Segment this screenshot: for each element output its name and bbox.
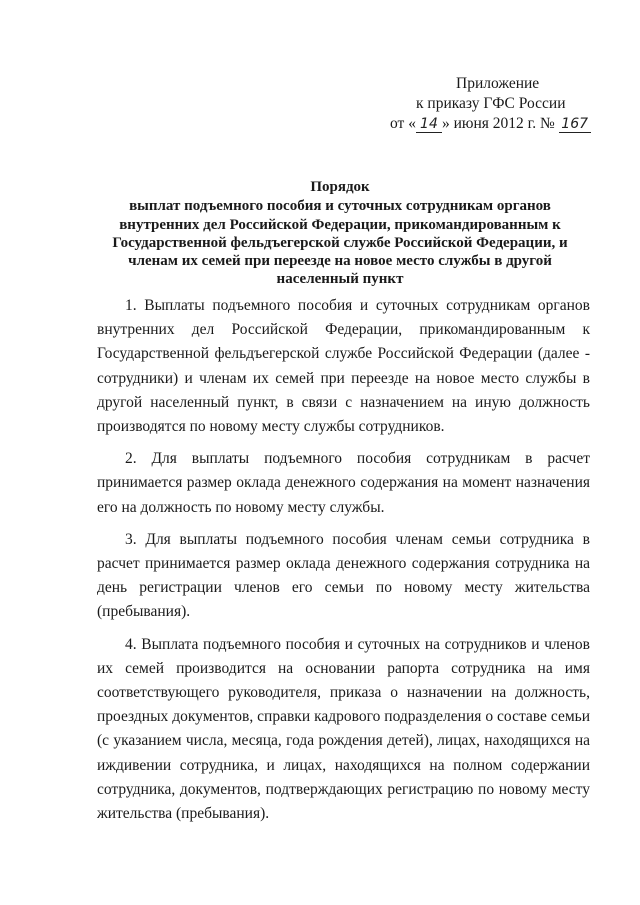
handwritten-day: 14	[416, 117, 442, 133]
appendix-label: Приложение	[456, 75, 540, 92]
appendix-order-ref: к приказу ГФС России	[416, 95, 566, 112]
paragraph-4: 4. Выплата подъемного пособия и суточных на сотрудников и членов их семей производится на основании рапорта сотрудника на имя соответствующего руководителя, приказа о назначении на должность, проездных документов, справки кадрового подразделения о составе семьи (с указанием числа, месяца, года рождения детей), лицах, находящихся на иждивении сотрудника, и лицах, находящихся на полном содержании сотрудника, документов, подтверждающих регистрацию по новому месту жительства (пребывания).	[97, 635, 590, 823]
title-subheading: выплат подъемного пособия и суточных сотрудникам органов внутренних дел Российской Федерации, прикомандированным к Государственной фельдъегерской службе Российской Федерации, и членам их семей при переезде на новое место службы в другой населенный пункт	[112, 198, 568, 288]
paragraph-3: 3. Для выплаты подъемного пособия членам семьи сотрудника в расчет принимается размер оклада денежного содержания сотрудника на день регистрации членов его семьи по новому месту жительства (пребывания).	[97, 530, 590, 621]
handwritten-order-number: 167	[559, 117, 591, 133]
document-body	[97, 294, 590, 834]
appendix-block	[360, 74, 600, 134]
appendix-date-line	[360, 114, 600, 134]
title-heading: Порядок	[310, 179, 370, 195]
date-prefix: от «	[390, 115, 416, 132]
paragraph-1: 1. Выплаты подъемного пособия и суточных сотрудникам органов внутренних дел Российской Федерации, прикомандированным к Государственной фельдъегерской службе Российской Федерации (далее - сотрудники) и членам их семей при переезде на новое место службы в другой населенный пункт, в связи с назначением на иную должность производятся по новому месту службы сотрудников.	[97, 297, 590, 436]
paragraph-2: 2. Для выплаты подъемного пособия сотрудникам в расчет принимается размер оклада денежного содержания на момент назначения его на должность по новому месту службы.	[97, 450, 590, 516]
date-middle: » июня 2012 г. №	[441, 115, 555, 132]
document-title	[100, 178, 580, 289]
